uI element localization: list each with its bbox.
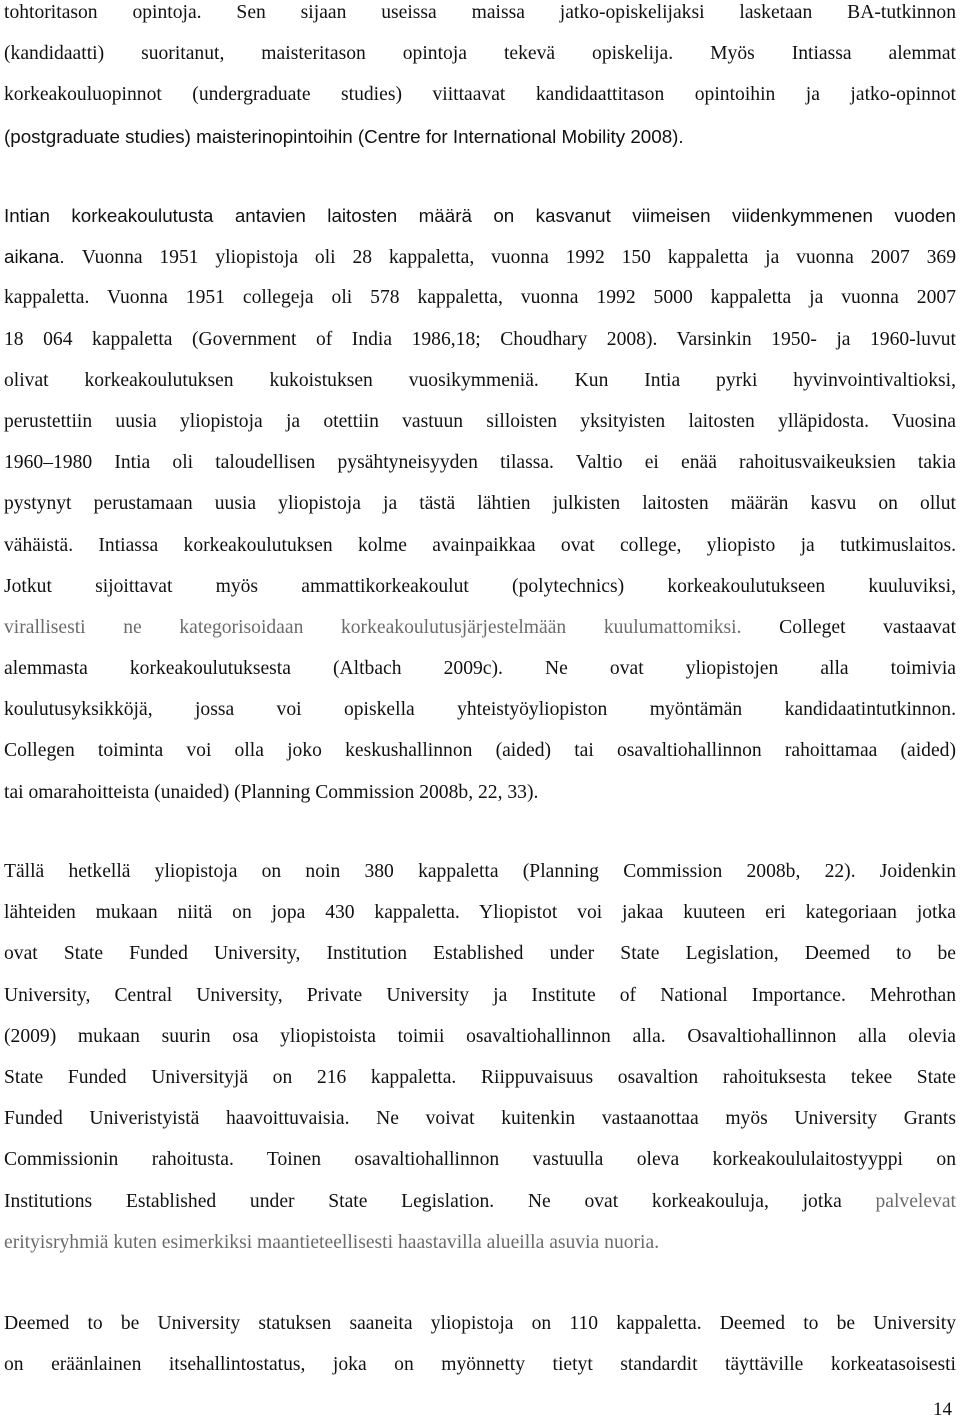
text-line: (kandidaatti) suoritanut, maisteritason opintoja tekevä opiskelija. Myös Intiassa alemmat xyxy=(4,43,956,65)
text-line: Commissionin rahoitusta. Toinen osavaltiohallinnon vastuulla oleva korkeakoululaitostyyppi on xyxy=(4,1149,956,1171)
text-line: 1960–1980 Intia oli taloudellisen pysähtyneisyyden tilassa. Valtio ei enää rahoitusvaikeuksien takia xyxy=(4,452,956,474)
text-line: vähäistä. Intiassa korkeakoulutuksen kolme avainpaikkaa ovat college, yliopisto ja tutkimuslaitos. xyxy=(4,534,956,556)
text-span: Colleget vastaavat xyxy=(741,616,957,638)
text-line xyxy=(4,236,956,277)
text-span-grey: palvelevat xyxy=(875,1190,956,1212)
text-line: Tällä hetkellä yliopistoja on noin 380 kappaletta (Planning Commission 2008b, 22). Joidenkin xyxy=(4,861,956,882)
text-line: korkeakouluopinnot (undergraduate studies) viittaavat kandidaattitason opintoihin ja jatko-opinnot xyxy=(4,84,956,106)
text-line xyxy=(4,607,956,648)
text-line: koulutusyksikköjä, jossa voi opiskella yhteistyöyliopiston myöntämän kandidaatintutkinnon. xyxy=(4,699,956,721)
text-line: Intian korkeakoulutusta antavien laitosten määrä on kasvanut viimeisen viidenkymmenen vuoden xyxy=(4,205,956,226)
text-line: lähteiden mukaan niitä on jopa 430 kappaletta. Yliopistot voi jakaa kuuteen eri kategoriaan jotka xyxy=(4,902,956,924)
page-number: 14 xyxy=(933,1399,952,1420)
text-line: kappaletta. Vuonna 1951 collegeja oli 578 kappaletta, vuonna 1992 5000 kappaletta ja vuonna 2007 xyxy=(4,287,956,309)
text-line: (postgraduate studies) maisterinopintoihin (Centre for International Mobility 2008). xyxy=(4,125,684,147)
text-line: perustettiin uusia yliopistoja ja otettiin vastuun silloisten yksityisten laitosten ylläpidosta. Vuosina xyxy=(4,410,956,432)
text-line: tai omarahoitteista (unaided) (Planning Commission 2008b, 22, 33). xyxy=(4,781,539,803)
text-line: erityisryhmiä kuten esimerkiksi maantieteellisesti haastavilla alueilla asuvia nuoria. xyxy=(4,1231,660,1253)
text-span-grey: virallisesti ne kategorisoidaan korkeakoulutusjärjestelmään kuulumattomiksi. xyxy=(4,616,742,638)
text-line: (2009) mukaan suurin osa yliopistoista toimii osavaltiohallinnon alla. Osavaltiohallinnon alla olevia xyxy=(4,1025,956,1047)
text-line: State Funded Universityjä on 216 kappaletta. Riippuvaisuus osavaltion rahoituksesta tekee State xyxy=(4,1066,956,1088)
text-line: Jotkut sijoittavat myös ammattikorkeakoulut (polytechnics) korkeakoulutukseen kuuluviksi, xyxy=(4,575,956,597)
text-line: alemmasta korkeakoulutuksesta (Altbach 2009c). Ne ovat yliopistojen alla toimivia xyxy=(4,658,956,680)
text-line: olivat korkeakoulutuksen kukoistuksen vuosikymmeniä. Kun Intia pyrki hyvinvointivaltioksi, xyxy=(4,369,956,391)
text-line: Funded Univeristyistä haavoittuvaisia. Ne voivat kuitenkin vastaanottaa myös University Grants xyxy=(4,1108,956,1130)
paragraph-3 xyxy=(4,851,956,1263)
text-span: Institutions Established under State Legislation. Ne ovat korkeakouluja, jotka xyxy=(4,1190,876,1212)
paragraph-4 xyxy=(4,1303,956,1385)
text-line: ovat State Funded University, Institution Established under State Legislation, Deemed to be xyxy=(4,943,956,965)
text-span: aikana. xyxy=(4,246,82,268)
paragraph-1 xyxy=(4,0,956,157)
text-line: on eräänlainen itsehallintostatus, joka on myönnetty tietyt standardit täyttäville korkeatasoisesti xyxy=(4,1354,956,1376)
text-line: tohtoritason opintoja. Sen sijaan useissa maissa jatko-opiskelijaksi lasketaan BA-tutkinnon xyxy=(4,2,956,23)
paragraph-2 xyxy=(4,195,956,813)
text-line: University, Central University, Private University ja Institute of National Importance. Mehrothan xyxy=(4,984,956,1006)
text-line xyxy=(4,1181,956,1222)
text-line: Collegen toiminta voi olla joko keskushallinnon (aided) tai osavaltiohallinnon rahoittamaa (aided) xyxy=(4,740,956,762)
text-line: pystynyt perustamaan uusia yliopistoja ja tästä lähtien julkisten laitosten määrän kasvu on ollut xyxy=(4,493,956,515)
text-line: Deemed to be University statuksen saaneita yliopistoja on 110 kappaletta. Deemed to be University xyxy=(4,1313,956,1334)
text-span: Vuonna 1951 yliopistoja oli 28 kappaletta, vuonna 1992 150 kappaletta ja vuonna 2007 369 xyxy=(81,247,956,269)
text-line: 18 064 kappaletta (Government of India 1986,18; Choudhary 2008). Varsinkin 1950- ja 1960-luvut xyxy=(4,328,956,350)
